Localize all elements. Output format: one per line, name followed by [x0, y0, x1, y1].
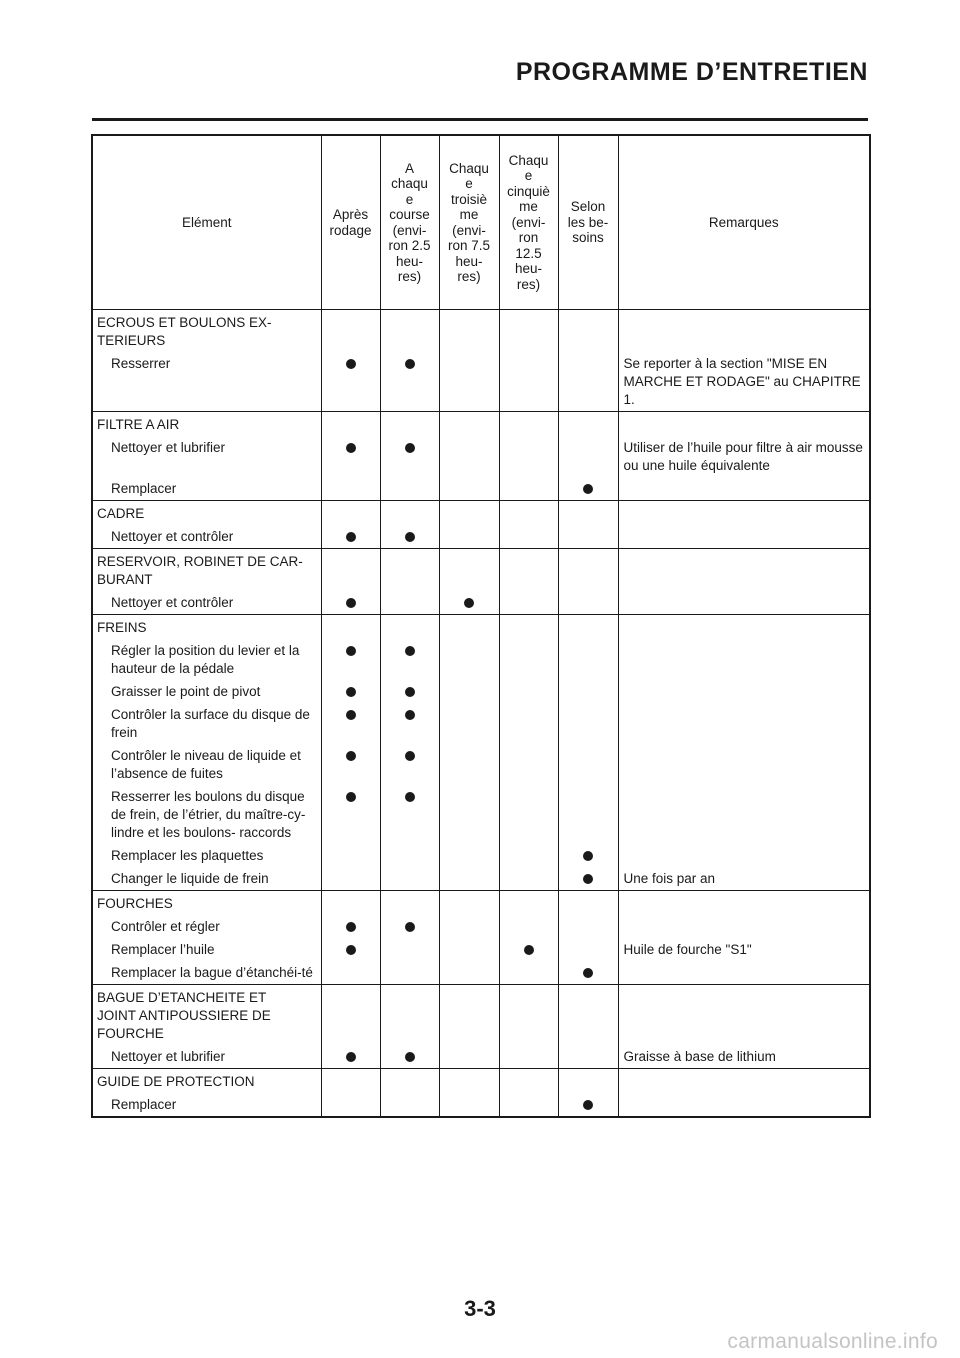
table-row: [92, 680, 870, 703]
bullet-icon: [405, 443, 415, 453]
empty-cell: [380, 615, 439, 640]
interval-cell: [380, 639, 439, 680]
interval-cell: [380, 680, 439, 703]
header-line: ron 2.5: [388, 238, 431, 253]
remark: Utiliser de l’huile pour filtre à air mousse ou une huile équivalente: [618, 436, 870, 477]
remark: [618, 525, 870, 549]
interval-cell: [321, 703, 380, 744]
interval-cell: [439, 639, 499, 680]
interval-cell: [380, 1045, 439, 1069]
empty-cell: [439, 412, 499, 437]
group-title-row: [92, 310, 870, 353]
interval-cell: [321, 915, 380, 938]
remark: [618, 915, 870, 938]
interval-cell: [558, 785, 618, 844]
remark: [618, 1093, 870, 1117]
table-row: [92, 938, 870, 961]
interval-cell: [558, 844, 618, 867]
item-label: Régler la position du levier et la hauteur de la pédale: [92, 639, 321, 680]
interval-cell: [380, 1093, 439, 1117]
interval-cell: [321, 785, 380, 844]
item-label: Nettoyer et lubrifier: [92, 1045, 321, 1069]
maintenance-group: [92, 985, 870, 1069]
interval-cell: [439, 844, 499, 867]
empty-cell: [618, 549, 870, 592]
table-row: [92, 1093, 870, 1117]
interval-cell: [380, 961, 439, 985]
interval-cell: [439, 1093, 499, 1117]
interval-cell: [321, 525, 380, 549]
empty-cell: [380, 549, 439, 592]
bullet-icon: [346, 945, 356, 955]
table-row: [92, 915, 870, 938]
empty-cell: [558, 985, 618, 1046]
empty-cell: [439, 549, 499, 592]
interval-cell: [439, 785, 499, 844]
table-row: [92, 525, 870, 549]
table-row: [92, 436, 870, 477]
empty-cell: [558, 412, 618, 437]
interval-cell: [439, 744, 499, 785]
bullet-icon: [346, 710, 356, 720]
remark: [618, 477, 870, 501]
interval-cell: [558, 1045, 618, 1069]
empty-cell: [618, 501, 870, 526]
page-number: 3-3: [464, 1296, 496, 1321]
table-row: [92, 1045, 870, 1069]
header-each-fifth: [499, 135, 558, 310]
header-line: heu-: [514, 261, 543, 277]
bullet-icon: [346, 1052, 356, 1062]
empty-cell: [558, 1069, 618, 1094]
interval-cell: [321, 961, 380, 985]
bullet-icon: [405, 687, 415, 697]
page-title: PROGRAMME D’ENTRETIEN: [515, 58, 868, 86]
interval-cell: [380, 867, 439, 891]
interval-cell: [380, 703, 439, 744]
remark: [618, 961, 870, 985]
empty-cell: [380, 985, 439, 1046]
empty-cell: [618, 985, 870, 1046]
empty-cell: [380, 501, 439, 526]
interval-cell: [499, 844, 558, 867]
table-row: [92, 477, 870, 501]
interval-cell: [380, 591, 439, 615]
interval-cell: [439, 961, 499, 985]
table-row: [92, 639, 870, 680]
header-line: e: [465, 176, 473, 191]
interval-cell: [499, 744, 558, 785]
header-line: me: [459, 207, 479, 222]
interval-cell: [558, 1093, 618, 1117]
empty-cell: [439, 501, 499, 526]
item-label: Remplacer l’huile: [92, 938, 321, 961]
maintenance-group: [92, 615, 870, 891]
interval-cell: [321, 436, 380, 477]
remark: [618, 785, 870, 844]
empty-cell: [499, 891, 558, 916]
table-row: [92, 867, 870, 891]
header-line: e: [524, 168, 533, 184]
interval-cell: [499, 1045, 558, 1069]
interval-cell: [321, 1045, 380, 1069]
group-title: RESERVOIR, ROBINET DE CAR- BURANT: [92, 549, 321, 592]
group-title: GUIDE DE PROTECTION: [92, 1069, 321, 1094]
interval-cell: [558, 867, 618, 891]
interval-cell: [439, 915, 499, 938]
empty-cell: [618, 412, 870, 437]
bullet-icon: [405, 751, 415, 761]
empty-cell: [618, 891, 870, 916]
remark: [618, 591, 870, 615]
empty-cell: [499, 412, 558, 437]
bullet-icon: [405, 710, 415, 720]
interval-cell: [499, 525, 558, 549]
empty-cell: [558, 549, 618, 592]
bullet-icon: [346, 792, 356, 802]
header-line: (envi-: [511, 214, 546, 230]
interval-cell: [499, 639, 558, 680]
interval-cell: [321, 591, 380, 615]
item-label: Remplacer les plaquettes: [92, 844, 321, 867]
remark: [618, 703, 870, 744]
bullet-icon: [405, 532, 415, 542]
bullet-icon: [583, 874, 593, 884]
interval-cell: [439, 703, 499, 744]
interval-cell: [499, 477, 558, 501]
bullet-icon: [405, 922, 415, 932]
group-title: FREINS: [92, 615, 321, 640]
header-line: e: [405, 191, 414, 207]
empty-cell: [321, 615, 380, 640]
empty-cell: [439, 1069, 499, 1094]
remark: Se reporter à la section "MISE EN MARCHE ET RODAGE" au CHAPITRE 1.: [618, 352, 870, 412]
interval-cell: [499, 785, 558, 844]
group-title: FOURCHES: [92, 891, 321, 916]
interval-cell: [380, 525, 439, 549]
interval-cell: [558, 938, 618, 961]
remark: [618, 680, 870, 703]
header-as-needed: [558, 135, 618, 310]
interval-cell: [558, 639, 618, 680]
item-label: Nettoyer et contrôler: [92, 525, 321, 549]
item-label: Resserrer: [92, 352, 321, 412]
empty-cell: [499, 501, 558, 526]
empty-cell: [558, 615, 618, 640]
interval-cell: [321, 938, 380, 961]
bullet-icon: [583, 851, 593, 861]
bullet-icon: [346, 359, 356, 369]
maintenance-group: [92, 412, 870, 501]
header-line: course: [389, 207, 430, 222]
group-title-row: [92, 549, 870, 592]
header-line: chaqu: [391, 176, 428, 191]
header-line: res): [457, 269, 481, 284]
header-line: heu-: [455, 253, 483, 269]
bullet-icon: [346, 922, 356, 932]
maintenance-group: [92, 501, 870, 549]
header-line: Après: [332, 207, 369, 222]
remark: Une fois par an: [618, 867, 870, 891]
group-title: FILTRE A AIR: [92, 412, 321, 437]
empty-cell: [618, 310, 870, 353]
interval-cell: [439, 352, 499, 412]
maintenance-group: [92, 310, 870, 412]
empty-cell: [321, 549, 380, 592]
table-row: [92, 591, 870, 615]
bullet-icon: [583, 968, 593, 978]
bullet-icon: [346, 532, 356, 542]
item-label: Remplacer la bague d’étanchéi-té: [92, 961, 321, 985]
item-label: Changer le liquide de frein: [92, 867, 321, 891]
empty-cell: [321, 501, 380, 526]
interval-cell: [558, 591, 618, 615]
title-rule: [92, 118, 868, 121]
group-title: ECROUS ET BOULONS EX- TERIEURS: [92, 310, 321, 353]
header-line: me: [519, 199, 538, 215]
empty-cell: [558, 501, 618, 526]
empty-cell: [321, 412, 380, 437]
group-title: BAGUE D’ETANCHEITE ET JOINT ANTIPOUSSIERE DE FOURCHE: [92, 985, 321, 1046]
maintenance-group: [92, 891, 870, 985]
bullet-icon: [346, 687, 356, 697]
empty-cell: [321, 985, 380, 1046]
item-label: Contrôler le niveau de liquide et l’absence de fuites: [92, 744, 321, 785]
interval-cell: [558, 703, 618, 744]
bullet-icon: [583, 484, 593, 494]
header-each-third: [439, 135, 499, 310]
empty-cell: [499, 310, 558, 353]
bullet-icon: [405, 792, 415, 802]
empty-cell: [321, 891, 380, 916]
bullet-icon: [346, 751, 356, 761]
empty-cell: [439, 891, 499, 916]
group-title-row: [92, 1069, 870, 1094]
interval-cell: [321, 844, 380, 867]
interval-cell: [499, 1093, 558, 1117]
empty-cell: [321, 310, 380, 353]
item-label: Graisser le point de pivot: [92, 680, 321, 703]
interval-cell: [321, 867, 380, 891]
empty-cell: [439, 310, 499, 353]
empty-cell: [439, 985, 499, 1046]
interval-cell: [439, 938, 499, 961]
interval-cell: [558, 477, 618, 501]
header-line: soins: [572, 230, 604, 246]
empty-cell: [380, 1069, 439, 1094]
header-line: les be-: [567, 214, 609, 230]
header-after-break-in: [321, 135, 380, 310]
table-row: [92, 703, 870, 744]
item-label: Remplacer: [92, 1093, 321, 1117]
empty-cell: [380, 412, 439, 437]
item-label: Nettoyer et contrôler: [92, 591, 321, 615]
maintenance-group: [92, 549, 870, 615]
table-row: [92, 961, 870, 985]
empty-cell: [558, 310, 618, 353]
interval-cell: [380, 915, 439, 938]
interval-cell: [321, 680, 380, 703]
watermark: carmanualsonline.info: [727, 1330, 938, 1353]
header-line: ron 7.5: [447, 238, 491, 253]
interval-cell: [558, 915, 618, 938]
empty-cell: [618, 615, 870, 640]
bullet-icon: [405, 359, 415, 369]
empty-cell: [558, 891, 618, 916]
interval-cell: [439, 1045, 499, 1069]
interval-cell: [439, 867, 499, 891]
table-row: [92, 352, 870, 412]
item-label: Contrôler et régler: [92, 915, 321, 938]
table-row: [92, 744, 870, 785]
header-line: 12.5: [515, 245, 542, 261]
interval-cell: [380, 436, 439, 477]
bullet-icon: [346, 598, 356, 608]
interval-cell: [439, 591, 499, 615]
bullet-icon: [346, 646, 356, 656]
header-line: A: [404, 160, 414, 176]
interval-cell: [558, 961, 618, 985]
header-remarks: Remarques: [618, 135, 870, 310]
interval-cell: [499, 961, 558, 985]
interval-cell: [558, 744, 618, 785]
empty-cell: [321, 1069, 380, 1094]
interval-cell: [380, 477, 439, 501]
bullet-icon: [405, 646, 415, 656]
interval-cell: [499, 915, 558, 938]
empty-cell: [439, 615, 499, 640]
interval-cell: [558, 525, 618, 549]
group-title-row: [92, 615, 870, 640]
bullet-icon: [524, 945, 534, 955]
group-title: CADRE: [92, 501, 321, 526]
group-title-row: [92, 501, 870, 526]
header-each-race: [380, 135, 439, 310]
interval-cell: [439, 680, 499, 703]
interval-cell: [499, 591, 558, 615]
item-label: Contrôler la surface du disque de frein: [92, 703, 321, 744]
interval-cell: [558, 680, 618, 703]
interval-cell: [380, 785, 439, 844]
header-line: cinquiè: [507, 183, 550, 199]
empty-cell: [499, 985, 558, 1046]
interval-cell: [321, 744, 380, 785]
header-line: ron: [518, 230, 539, 246]
remark: [618, 844, 870, 867]
interval-cell: [558, 436, 618, 477]
interval-cell: [499, 436, 558, 477]
item-label: Nettoyer et lubrifier: [92, 436, 321, 477]
bullet-icon: [346, 443, 356, 453]
interval-cell: [439, 436, 499, 477]
remark: Huile de fourche "S1": [618, 938, 870, 961]
empty-cell: [380, 310, 439, 353]
interval-cell: [380, 744, 439, 785]
header-line: Chaqu: [508, 152, 549, 168]
header-element: Elément: [92, 135, 321, 310]
bullet-icon: [583, 1100, 593, 1110]
interval-cell: [321, 477, 380, 501]
empty-cell: [618, 1069, 870, 1094]
header-row: [92, 135, 870, 310]
bullet-icon: [405, 1052, 415, 1062]
item-label: Remplacer: [92, 477, 321, 501]
interval-cell: [380, 844, 439, 867]
empty-cell: [499, 1069, 558, 1094]
group-title-row: [92, 891, 870, 916]
remark: [618, 639, 870, 680]
empty-cell: [380, 891, 439, 916]
interval-cell: [380, 352, 439, 412]
interval-cell: [499, 680, 558, 703]
header-line: res): [516, 276, 541, 292]
interval-cell: [380, 938, 439, 961]
group-title-row: [92, 412, 870, 437]
header-line: Chaqu: [449, 160, 489, 176]
empty-cell: [499, 549, 558, 592]
header-line: (envi-: [452, 222, 486, 238]
interval-cell: [439, 477, 499, 501]
group-title-row: [92, 985, 870, 1046]
interval-cell: [499, 938, 558, 961]
header-line: rodage: [329, 222, 372, 238]
maintenance-group: [92, 1069, 870, 1118]
header-line: Selon: [570, 199, 606, 215]
header-line: (envi-: [392, 222, 427, 238]
empty-cell: [499, 615, 558, 640]
bullet-icon: [464, 598, 474, 608]
interval-cell: [321, 1093, 380, 1117]
interval-cell: [321, 639, 380, 680]
item-label: Resserrer les boulons du disque de frein, de l’étrier, du maître-cy-lindre et les boulons- raccords: [92, 785, 321, 844]
interval-cell: [558, 352, 618, 412]
interval-cell: [321, 352, 380, 412]
interval-cell: [499, 352, 558, 412]
interval-cell: [499, 703, 558, 744]
maintenance-table: [91, 134, 871, 1118]
interval-cell: [499, 867, 558, 891]
header-line: heu-: [395, 253, 424, 269]
interval-cell: [439, 525, 499, 549]
table-row: [92, 785, 870, 844]
header-line: troisiè: [450, 191, 487, 207]
remark: [618, 744, 870, 785]
remark: Graisse à base de lithium: [618, 1045, 870, 1069]
header-line: res): [397, 269, 422, 284]
table-row: [92, 844, 870, 867]
